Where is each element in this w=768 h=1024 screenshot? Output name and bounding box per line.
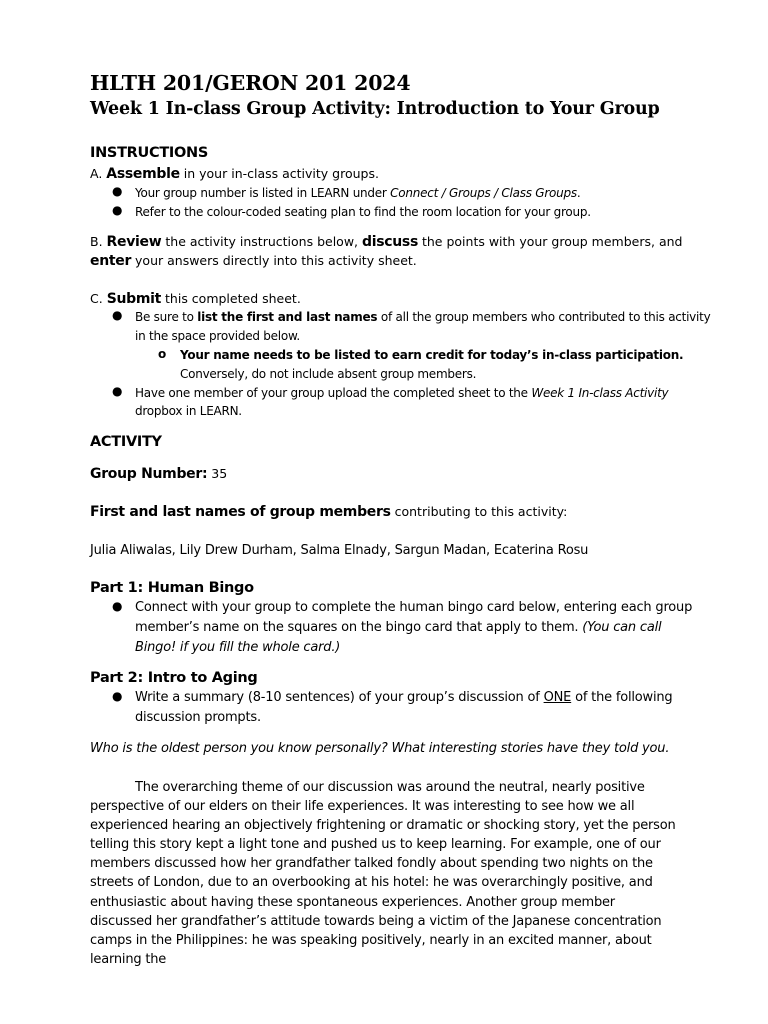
discussion-prompt: Who is the oldest person you know personally? What interesting stories have they told you. xyxy=(90,741,670,756)
step-b-line-1: B. Review the activity instructions below, discuss the points with your group members, and xyxy=(90,234,683,250)
bullet-icon: ● xyxy=(112,599,123,613)
step-a-line xyxy=(90,166,379,182)
part-1-line-1: Connect with your group to complete the human bingo card below, entering each group xyxy=(135,600,693,615)
part-1-line-2: member’s name on the squares on the bingo card that apply to them. (You can call xyxy=(135,620,662,635)
group-number-line xyxy=(90,466,227,482)
participation-note: Your name needs to be listed to earn credit for today’s in-class participation. xyxy=(180,348,684,362)
document-title: HLTH 201/GERON 201 2024 xyxy=(90,71,411,95)
sub-bullet-icon: o xyxy=(158,347,167,361)
discussion-summary: The overarching theme of our discussion was around the neutral, nearly positive perspective of our elders on their life experiences. It was interesting to see how we all experienced hearing an objectively frightening or dramatic or shocking story, yet the person telling this story kept a light tone and pushed us to keep learning. For example, one of our members discussed how her grandfather talked fondly about spending two nights on the streets of London, due to an overbooking at his hotel: he was overarchingly positive, and enthusiastic about having these spontaneous experiences. Another group member discussed her grandfather’s attitude towards being a victim of the Japanese concentration camps in the Philippines: he was speaking positively, nearly in an excited manner, about learning the xyxy=(90,780,676,967)
part-2-line-1: Write a summary (8-10 sentences) of your group’s discussion of ONE of the following xyxy=(135,690,673,705)
instructions-heading: INSTRUCTIONS xyxy=(90,145,209,161)
step-a-letter: A. xyxy=(90,166,103,181)
bullet-icon: ● xyxy=(112,308,123,322)
step-c-bullet-1: Be sure to list the first and last names of all the group members who contributed to this activity xyxy=(135,310,711,324)
absent-note: Conversely, do not include absent group members. xyxy=(180,367,477,381)
bullet-icon: ● xyxy=(112,203,123,217)
part-1-line-3: Bingo! if you fill the whole card.) xyxy=(135,640,341,655)
step-c-bullet-2-cont: dropbox in LEARN. xyxy=(135,404,242,418)
activity-heading: ACTIVITY xyxy=(90,434,162,450)
bullet-icon: ● xyxy=(112,384,123,398)
group-member-names: Julia Aliwalas, Lily Drew Durham, Salma Elnady, Sargun Madan, Ecaterina Rosu xyxy=(90,543,589,558)
group-number-label: Group Number: xyxy=(90,466,208,482)
group-members-label: First and last names of group members contributing to this activity: xyxy=(90,504,568,520)
part-2-heading: Part 2: Intro to Aging xyxy=(90,670,258,686)
step-a-bullet-2: Refer to the colour-coded seating plan to find the room location for your group. xyxy=(135,205,591,219)
step-a-text: in your in-class activity groups. xyxy=(179,166,379,181)
step-c-bullet-2: Have one member of your group upload the completed sheet to the Week 1 In-class Activity xyxy=(135,386,669,400)
part-2-line-2: discussion prompts. xyxy=(135,710,261,725)
step-a-bullet-1: Your group number is listed in LEARN under Connect / Groups / Class Groups. xyxy=(135,186,581,200)
step-c-line: C. Submit this completed sheet. xyxy=(90,291,301,307)
bullet-icon: ● xyxy=(112,184,123,198)
part-1-heading: Part 1: Human Bingo xyxy=(90,580,254,596)
bullet-icon: ● xyxy=(112,689,123,703)
step-b-line-2: enter your answers directly into this activity sheet. xyxy=(90,253,417,269)
step-c-bullet-1-cont: in the space provided below. xyxy=(135,329,300,343)
group-number-value: 35 xyxy=(211,466,228,481)
document-subtitle: Week 1 In-class Group Activity: Introduction to Your Group xyxy=(90,99,660,119)
step-a-keyword: Assemble xyxy=(106,166,180,182)
